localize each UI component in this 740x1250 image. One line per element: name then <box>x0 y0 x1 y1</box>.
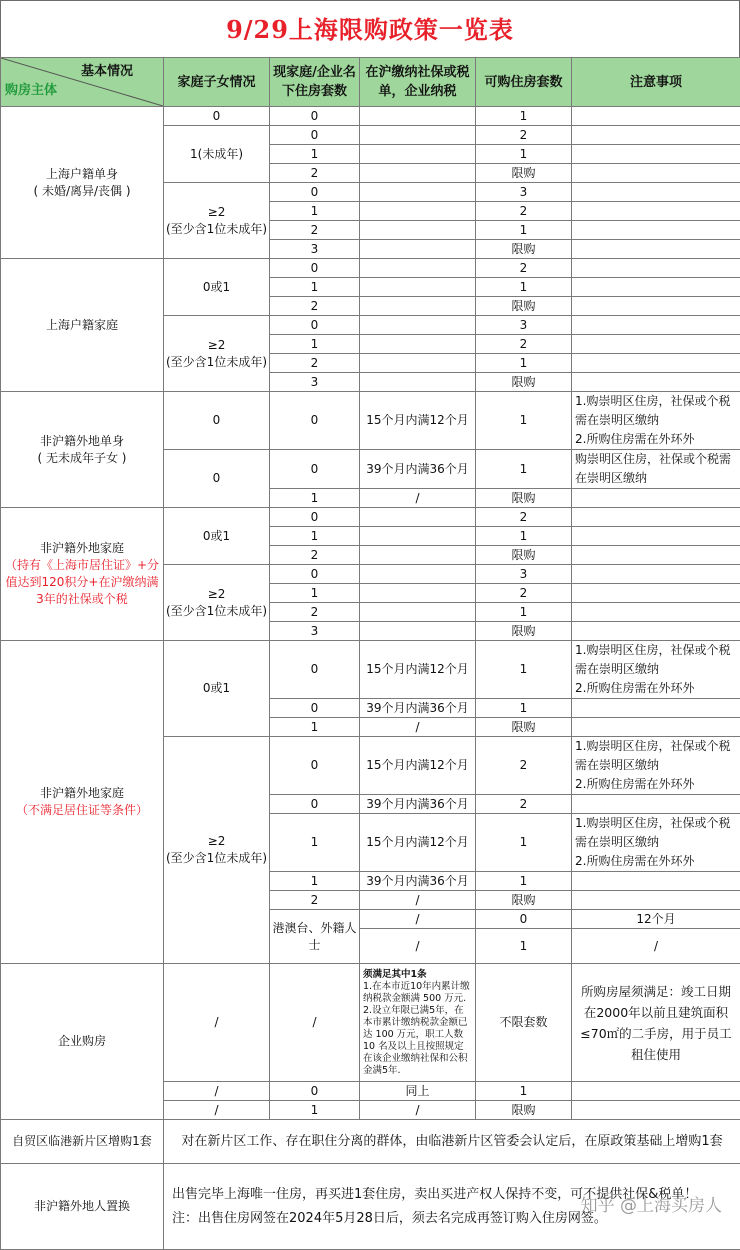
table-row <box>1 508 740 527</box>
cell: 0 <box>270 183 360 202</box>
cell: 15个月内满12个月 <box>360 737 476 795</box>
cell: 1 <box>476 392 572 450</box>
notes-cell: 1.购崇明区住房，社保或个税 需在崇明区缴纳 2.所购住房需在外环外 <box>572 392 740 450</box>
cell <box>572 891 740 910</box>
cell: 3 <box>476 565 572 584</box>
cell: 1 <box>270 718 360 737</box>
cell <box>572 221 740 240</box>
cell <box>572 354 740 373</box>
cell: 1 <box>270 278 360 297</box>
cell: 2 <box>476 335 572 354</box>
cell: 2 <box>270 164 360 183</box>
cell: 1 <box>476 929 572 964</box>
cell: 同上 <box>360 1082 476 1101</box>
cell <box>360 546 476 565</box>
cell <box>360 603 476 622</box>
cell: ≥2 (至少含1位未成年) <box>164 183 270 259</box>
cell: 39个月内满36个月 <box>360 699 476 718</box>
cell: 1 <box>476 221 572 240</box>
cell <box>360 202 476 221</box>
cell <box>360 373 476 392</box>
cell: 0 <box>270 795 360 814</box>
cell: 1 <box>476 641 572 699</box>
cell: 1 <box>476 145 572 164</box>
cell: 2 <box>476 508 572 527</box>
cell <box>572 872 740 891</box>
cell: 限购 <box>476 891 572 910</box>
cell: 1 <box>270 527 360 546</box>
cell: 2 <box>476 126 572 145</box>
cell: 0 <box>270 392 360 450</box>
cell: 1 <box>476 603 572 622</box>
cell: / <box>164 1082 270 1101</box>
cell: 限购 <box>476 1101 572 1120</box>
table-row <box>1 392 740 450</box>
cell: 2 <box>476 259 572 278</box>
cell <box>572 183 740 202</box>
cell: 3 <box>476 183 572 202</box>
cell: 1(未成年) <box>164 126 270 183</box>
group-cell: 企业购房 <box>1 964 164 1120</box>
cell: 2 <box>270 603 360 622</box>
cell <box>572 565 740 584</box>
header-social: 在沪缴纳社保或税单，企业纳税 <box>360 58 476 107</box>
cell: 3 <box>270 373 360 392</box>
cell: 2 <box>476 737 572 795</box>
cell: 15个月内满12个月 <box>360 641 476 699</box>
cell: 1 <box>476 527 572 546</box>
cell: ≥2 (至少含1位未成年) <box>164 565 270 641</box>
table-row <box>1 1120 740 1164</box>
cell <box>572 795 740 814</box>
cell: 0 <box>164 107 270 126</box>
cell: 1 <box>476 1082 572 1101</box>
cell <box>572 699 740 718</box>
cell: 39个月内满36个月 <box>360 450 476 489</box>
notes-cell: 购崇明区住房，社保或个税需 在崇明区缴纳 <box>572 450 740 489</box>
table-row <box>1 641 740 699</box>
cell <box>572 278 740 297</box>
cell: / <box>270 964 360 1082</box>
cell <box>360 259 476 278</box>
cell <box>572 373 740 392</box>
cell <box>572 1101 740 1120</box>
cell <box>572 126 740 145</box>
header-basic-info: 基本情况 <box>81 62 133 81</box>
cell: 1 <box>270 145 360 164</box>
cell <box>360 508 476 527</box>
table-row <box>1 107 740 126</box>
cell: 0 <box>164 392 270 450</box>
cell <box>572 164 740 183</box>
cell: 1 <box>476 354 572 373</box>
cell <box>572 107 740 126</box>
ftz-text: 对在新片区工作、存在职住分离的群体，由临港新片区管委会认定后，在原政策基础上增购1套 <box>164 1120 740 1164</box>
cell <box>360 584 476 603</box>
cell: 0 <box>270 508 360 527</box>
cell: 1 <box>476 107 572 126</box>
cell <box>360 145 476 164</box>
cell <box>572 316 740 335</box>
cell <box>360 126 476 145</box>
cell: / <box>360 718 476 737</box>
header-notes: 注意事项 <box>572 58 740 107</box>
cell <box>360 164 476 183</box>
cell <box>572 546 740 565</box>
header-buyer: 购房主体 <box>5 81 57 100</box>
cell: 0 <box>270 107 360 126</box>
replace-text: 出售完毕上海唯一住房，再买进1套住房，卖出买进产权人保持不变，可不提供社保&税单！ 注：出售住房网签在2024年5月28日后，须去名完成再签订购入住房网签。 <box>164 1164 740 1250</box>
cell <box>572 240 740 259</box>
cell: 1 <box>270 489 360 508</box>
cell: 2 <box>270 297 360 316</box>
cell <box>572 259 740 278</box>
cell: 12个月 <box>572 910 740 929</box>
cell: / <box>572 929 740 964</box>
cell: 0 <box>270 259 360 278</box>
cell: 0 <box>270 737 360 795</box>
cell: 限购 <box>476 297 572 316</box>
cell: 1 <box>270 872 360 891</box>
cell: 15个月内满12个月 <box>360 814 476 872</box>
cell: 限购 <box>476 546 572 565</box>
cell: / <box>164 964 270 1082</box>
cell: 39个月内满36个月 <box>360 872 476 891</box>
cell <box>360 240 476 259</box>
header-children: 家庭子女情况 <box>164 58 270 107</box>
cell: / <box>360 1101 476 1120</box>
group-cell: 自贸区临港新片区增购1套 <box>1 1120 164 1164</box>
cell: / <box>360 910 476 929</box>
cell: ≥2 (至少含1位未成年) <box>164 316 270 392</box>
cell <box>360 221 476 240</box>
notes-cell: 1.购崇明区住房，社保或个税 需在崇明区缴纳 2.所购住房需在外环外 <box>572 641 740 699</box>
cell <box>572 1082 740 1101</box>
cell: 2 <box>270 546 360 565</box>
cell <box>360 107 476 126</box>
cell: / <box>360 929 476 964</box>
cell: 0 <box>270 450 360 489</box>
cell: 2 <box>476 202 572 221</box>
page-title: 9/29上海限购政策一览表 <box>0 0 740 57</box>
cell <box>360 527 476 546</box>
corp-note: 所购房屋须满足：竣工日期在2000年以前且建筑面积≤70㎡的二手房，用于员工租住使用 <box>572 964 740 1082</box>
cell: 限购 <box>476 240 572 259</box>
cell <box>360 183 476 202</box>
cell: 限购 <box>476 373 572 392</box>
cell <box>360 565 476 584</box>
cell: 1 <box>270 814 360 872</box>
cell: 0 <box>164 450 270 508</box>
cell <box>572 584 740 603</box>
group-cell: 非沪籍外地人置换 <box>1 1164 164 1250</box>
header-owned: 现家庭/企业名下住房套数 <box>270 58 360 107</box>
group-cell: 上海户籍家庭 <box>1 259 164 392</box>
cell: 1 <box>476 450 572 489</box>
header-row <box>1 58 740 107</box>
cell: 1 <box>270 1101 360 1120</box>
cell <box>572 527 740 546</box>
group-cell: 港澳台、外籍人士 <box>270 910 360 964</box>
cell: 2 <box>476 795 572 814</box>
cell: 1 <box>476 872 572 891</box>
cell: 1 <box>270 202 360 221</box>
cell <box>572 335 740 354</box>
group-cell: 上海户籍单身 ( 未婚/离异/丧偶 ) <box>1 107 164 259</box>
cell <box>360 316 476 335</box>
group-cell: 非沪籍外地家庭 （持有《上海市居住证》+分值达到120积分+在沪缴纳满3年的社保或个税 <box>1 508 164 641</box>
cell: 3 <box>270 622 360 641</box>
cell: 不限套数 <box>476 964 572 1082</box>
cell: 0 <box>476 910 572 929</box>
cell: 0 <box>270 1082 360 1101</box>
cell: 1 <box>476 699 572 718</box>
table-row <box>1 259 740 278</box>
corp-requirements: 须满足其中1条 1.在本市近10年内累计缴纳税款金额满 500 万元. 2.设立年限已满5年，在本市累计缴纳税款金额已达 100 万元，职工人数 10 名及以上且按照规定在该企业缴纳社保和公积金满5年. <box>360 964 476 1082</box>
cell <box>360 622 476 641</box>
group-cell: 非沪籍外地家庭 （不满足居住证等条件） <box>1 641 164 964</box>
watermark: 知乎 @上海买房人 <box>581 1191 722 1216</box>
cell: 2 <box>270 354 360 373</box>
cell: 限购 <box>476 622 572 641</box>
cell: / <box>164 1101 270 1120</box>
cell <box>360 278 476 297</box>
policy-table <box>0 57 740 1250</box>
cell <box>360 335 476 354</box>
cell: / <box>360 489 476 508</box>
cell <box>572 622 740 641</box>
cell <box>360 297 476 316</box>
cell: 1 <box>270 584 360 603</box>
cell: 限购 <box>476 164 572 183</box>
cell: 1 <box>270 335 360 354</box>
group-cell: 非沪籍外地单身 ( 无未成年子女 ) <box>1 392 164 508</box>
cell: 3 <box>476 316 572 335</box>
cell: 限购 <box>476 718 572 737</box>
table-row <box>1 964 740 1082</box>
diagonal-header-cell <box>1 58 164 107</box>
cell: 3 <box>270 240 360 259</box>
cell <box>572 297 740 316</box>
cell <box>360 354 476 373</box>
cell: 0或1 <box>164 641 270 737</box>
cell <box>572 145 740 164</box>
cell: 2 <box>270 221 360 240</box>
cell <box>572 718 740 737</box>
cell: 39个月内满36个月 <box>360 795 476 814</box>
cell: ≥2 (至少含1位未成年) <box>164 737 270 964</box>
cell <box>572 489 740 508</box>
cell: / <box>360 891 476 910</box>
cell: 0或1 <box>164 259 270 316</box>
cell: 0 <box>270 126 360 145</box>
cell: 0或1 <box>164 508 270 565</box>
notes-cell: 1.购崇明区住房，社保或个税 需在崇明区缴纳 2.所购住房需在外环外 <box>572 814 740 872</box>
header-allowed: 可购住房套数 <box>476 58 572 107</box>
cell: 15个月内满12个月 <box>360 392 476 450</box>
cell <box>572 202 740 221</box>
cell <box>572 508 740 527</box>
cell <box>572 603 740 622</box>
cell: 0 <box>270 565 360 584</box>
notes-cell: 1.购崇明区住房，社保或个税 需在崇明区缴纳 2.所购住房需在外环外 <box>572 737 740 795</box>
cell: 0 <box>270 316 360 335</box>
cell: 1 <box>476 278 572 297</box>
cell: 限购 <box>476 489 572 508</box>
cell: 0 <box>270 699 360 718</box>
cell: 0 <box>270 641 360 699</box>
cell: 2 <box>476 584 572 603</box>
cell: 2 <box>270 891 360 910</box>
cell: 1 <box>476 814 572 872</box>
